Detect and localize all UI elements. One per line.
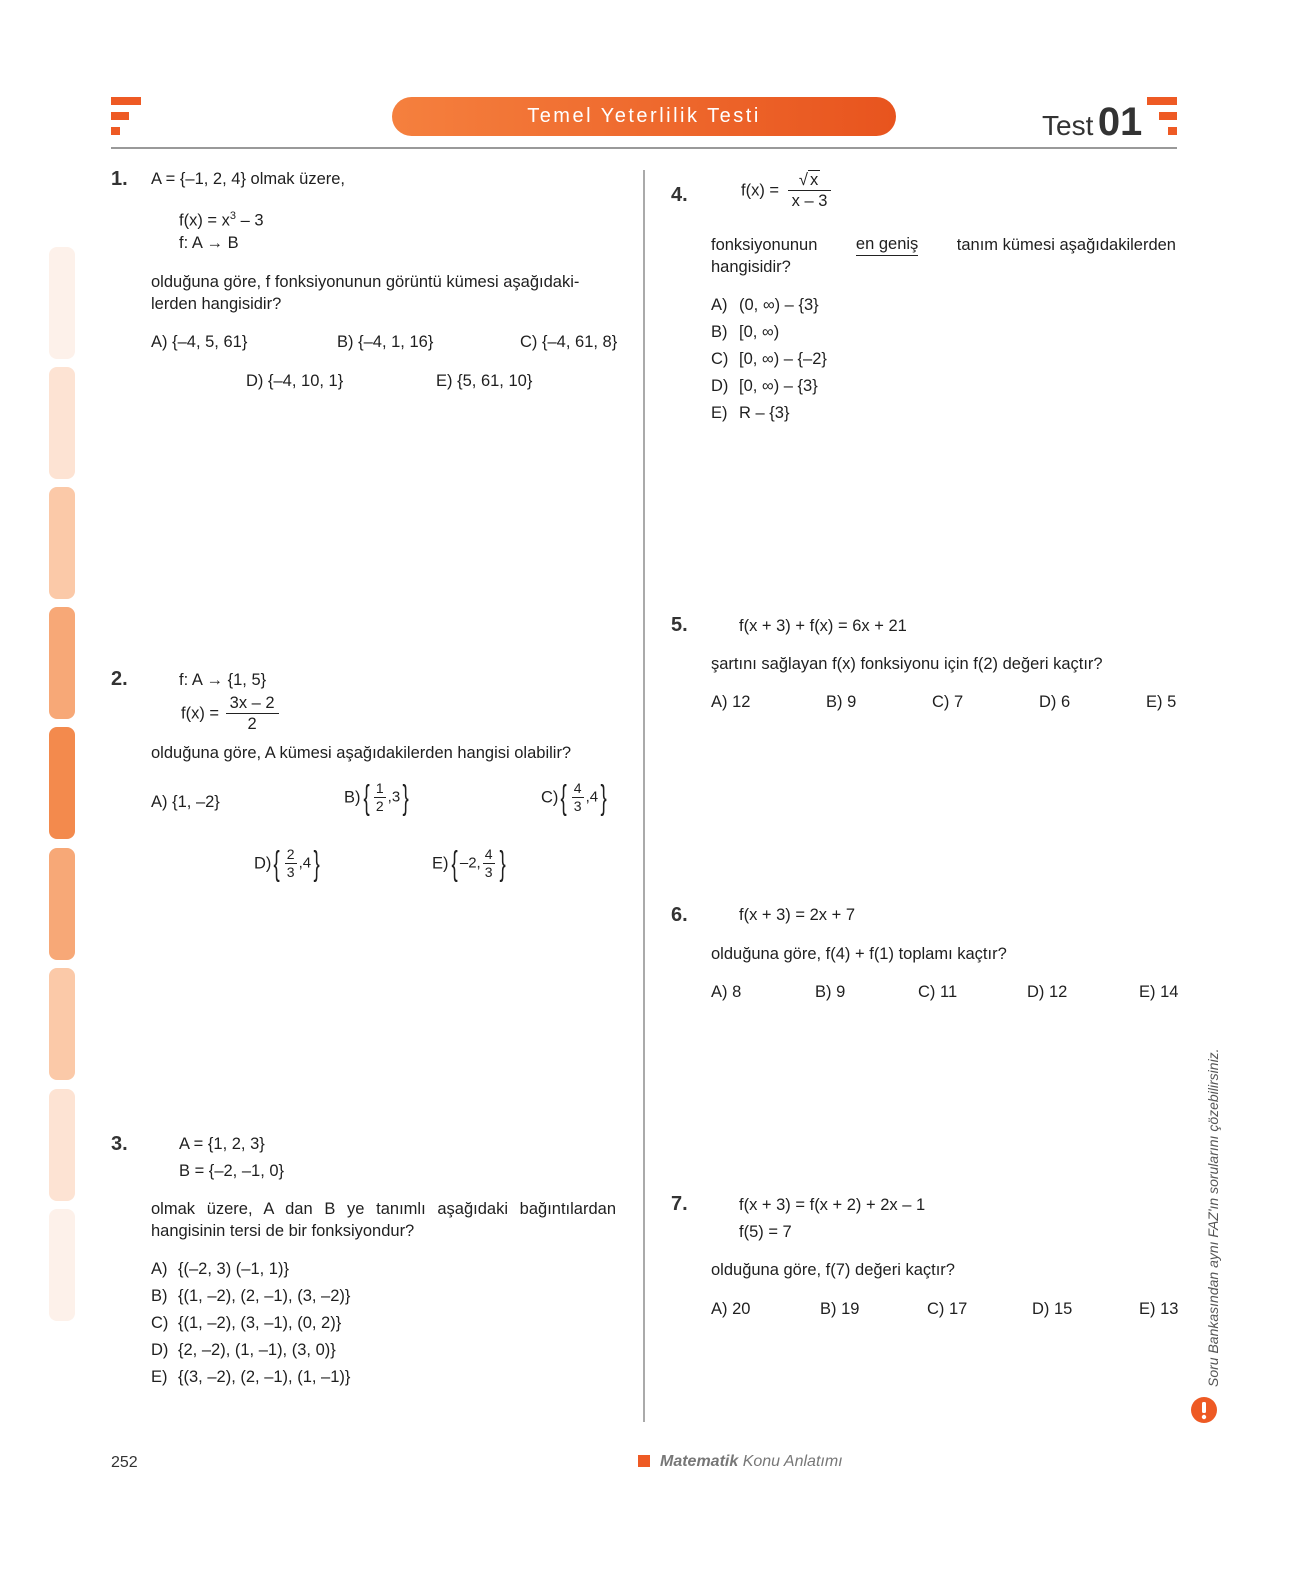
sidebar-tab xyxy=(49,1209,75,1321)
question-stem: fonksiyonunun en geniş tanım kümesi aşağıdakilerden xyxy=(711,235,1176,254)
function-definition: f(x) = $\frac{3x - 2}{2}$ xyxy=(181,693,281,734)
test-label: Test 01 xyxy=(1042,100,1143,144)
question-stem: olduğuna göre, f fonksiyonunun görüntü kümesi aşağıdaki- xyxy=(151,273,580,291)
option-d[interactable]: D) [0, ∞) – {3} xyxy=(711,377,818,395)
question-stem: olduğuna göre, f(7) değeri kaçtır? xyxy=(711,1261,955,1279)
question-stem: olmak üzere, A dan B ye tanımlı aşağıdaki bağıntılardan xyxy=(151,1200,616,1218)
fraction: $\frac{√ x}{x - 3}$ xyxy=(788,170,832,211)
question-stem: hangisinin tersi de bir fonksiyondur? xyxy=(151,1222,415,1240)
option-a[interactable]: A) {(–2, 3) (–1, 1)} xyxy=(151,1260,289,1278)
question-number: 6. xyxy=(671,904,688,926)
fraction: $\frac{3x - 2}{2}$ xyxy=(226,693,279,734)
functional-equation: f(x + 3) + f(x) = 6x + 21 xyxy=(739,617,907,635)
sqrt-icon: √ xyxy=(798,171,808,189)
question-stem: olduğuna göre, f(4) + f(1) toplamı kaçtır? xyxy=(711,945,1007,963)
option-b[interactable]: B) 9 xyxy=(826,693,857,711)
option-a[interactable]: A) 20 xyxy=(711,1300,751,1318)
sidebar-tab xyxy=(49,367,75,479)
option-d[interactable]: D) 6 xyxy=(1039,693,1071,711)
function-definition: $f(x) = x^3 - 3$ xyxy=(179,210,264,230)
set-definition: A = {1, 2, 3} xyxy=(179,1135,265,1153)
function-mapping: f: A → B xyxy=(179,234,239,252)
option-e[interactable]: E){ –2, $\frac{4}{3}$ } xyxy=(432,844,506,883)
option-b[interactable]: B) [0, ∞) xyxy=(711,323,780,341)
question-premise: A = {–1, 2, 4} olmak üzere, xyxy=(151,170,346,188)
question-number: 5. xyxy=(671,614,688,636)
header-rule xyxy=(111,147,1177,149)
option-c[interactable]: C) 17 xyxy=(927,1300,968,1318)
option-d[interactable]: D) 12 xyxy=(1027,983,1068,1001)
question-number: 3. xyxy=(111,1133,128,1155)
option-b[interactable]: B) 19 xyxy=(820,1300,860,1318)
option-d[interactable]: D){ $\frac{2}{3}$ ,4} xyxy=(254,844,320,883)
option-b[interactable]: B) {–4, 1, 16} xyxy=(337,333,434,351)
set-definition: B = {–2, –1, 0} xyxy=(179,1162,285,1180)
option-d[interactable]: D) {2, –2), (1, –1), (3, 0)} xyxy=(151,1341,336,1359)
initial-value: f(5) = 7 xyxy=(739,1223,792,1241)
option-e[interactable]: E) 13 xyxy=(1139,1300,1179,1318)
option-e[interactable]: E) R – {3} xyxy=(711,404,790,422)
option-c[interactable]: C) 11 xyxy=(918,983,958,1001)
sidebar-tab xyxy=(49,1089,75,1201)
option-e[interactable]: E) 14 xyxy=(1139,983,1179,1001)
sidebar-tab xyxy=(49,727,75,839)
footer-square-icon xyxy=(638,1455,650,1467)
question-number: 1. xyxy=(111,168,128,190)
question-stem: şartını sağlayan f(x) fonksiyonu için f(2) değeri kaçtır? xyxy=(711,655,1103,673)
question-number: 4. xyxy=(671,184,688,206)
option-b[interactable]: B){ $\frac{1}{2}$ ,3} xyxy=(344,778,409,817)
sidebar-tab xyxy=(49,968,75,1080)
option-b[interactable]: B) {(1, –2), (2, –1), (3, –2)} xyxy=(151,1287,351,1305)
option-a[interactable]: A) 8 xyxy=(711,983,742,1001)
functional-equation: f(x + 3) = 2x + 7 xyxy=(739,906,856,924)
option-b[interactable]: B) 9 xyxy=(815,983,846,1001)
sidebar-tab xyxy=(49,607,75,719)
option-c[interactable]: C){ $\frac{4}{3}$ ,4} xyxy=(541,778,607,817)
question-stem: hangisidir? xyxy=(711,258,791,276)
function-definition: f(x) = $\frac{√ x}{x - 3}$ xyxy=(741,170,833,211)
sidebar-tab xyxy=(49,247,75,359)
question-stem: olduğuna göre, A kümesi aşağıdakilerden hangisi olabilir? xyxy=(151,744,572,762)
banner-title: Temel Yeterlilik Testi xyxy=(527,105,761,127)
function-mapping: f: A → {1, 5} xyxy=(179,671,267,689)
sidebar-tab xyxy=(49,487,75,599)
side-note: Soru Bankasından aynı FAZ'ın sorularını çözebilirsiniz. xyxy=(1205,1048,1221,1387)
header-banner xyxy=(392,97,896,136)
option-a[interactable]: A) 12 xyxy=(711,693,751,711)
footer-book-title: Matematik Konu Anlatımı xyxy=(638,1453,843,1471)
option-e[interactable]: E) {5, 61, 10} xyxy=(436,372,533,390)
option-e[interactable]: E) 5 xyxy=(1146,693,1177,711)
option-c[interactable]: C) [0, ∞) – {–2} xyxy=(711,350,827,368)
option-e[interactable]: E) {(3, –2), (2, –1), (1, –1)} xyxy=(151,1368,351,1386)
question-number: 7. xyxy=(671,1193,688,1215)
option-a[interactable]: A) (0, ∞) – {3} xyxy=(711,296,819,314)
page-number: 252 xyxy=(111,1454,138,1471)
option-d[interactable]: D) {–4, 10, 1} xyxy=(246,372,344,390)
publisher-logo-right-icon xyxy=(1147,97,1177,137)
option-c[interactable]: C) {–4, 61, 8} xyxy=(520,333,618,351)
sidebar-tab xyxy=(49,848,75,960)
publisher-logo-icon xyxy=(111,97,141,137)
column-divider xyxy=(643,170,645,1422)
question-stem: lerden hangisidir? xyxy=(151,295,282,313)
functional-equation: f(x + 3) = f(x + 2) + 2x – 1 xyxy=(739,1196,926,1214)
option-a[interactable]: A) {–4, 5, 61} xyxy=(151,333,248,351)
option-a[interactable]: A) {1, –2} xyxy=(151,793,220,811)
option-c[interactable]: C) {(1, –2), (3, –1), (0, 2)} xyxy=(151,1314,342,1332)
option-c[interactable]: C) 7 xyxy=(932,693,964,711)
question-number: 2. xyxy=(111,668,128,690)
exclamation-icon xyxy=(1189,1395,1219,1425)
option-d[interactable]: D) 15 xyxy=(1032,1300,1073,1318)
